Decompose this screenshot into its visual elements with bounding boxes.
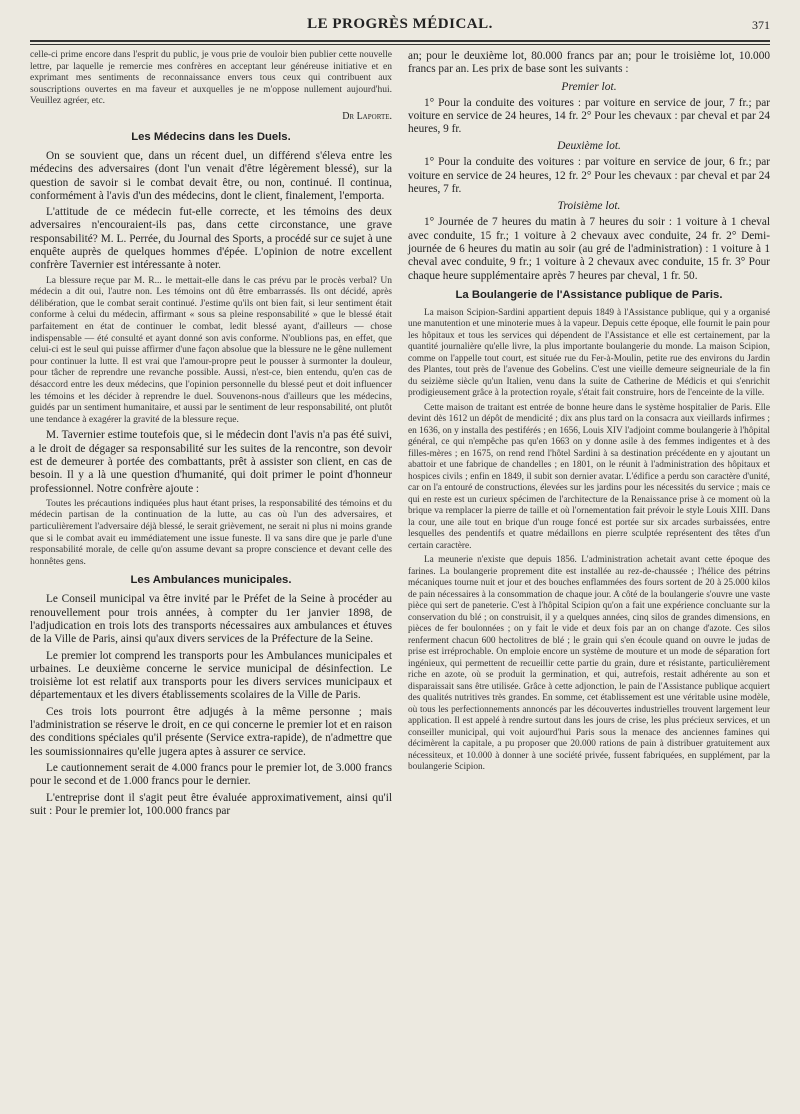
page-header [30,12,770,44]
lot-title-1: Premier lot. [561,80,617,93]
letter-intro: celle-ci prime encore dans l'esprit du public, je vous prie de vouloir bien publier cette nouvelle lettre, par laquelle je remercie mes confrères en acceptant leur généreuse initiative et en exprimant mes sentiments de reconnaissance envers tous ceux qui contribuent aux souscriptions ouvertes en ma faveur et auxquelles je ne m'oppose nullement aujourd'hui. Veuillez agréer, etc. [30,50,392,107]
right-column [408,50,770,777]
section-title-ambulances: Les Ambulances municipales. [130,574,292,587]
lot-text-1: 1° Pour la conduite des voitures : par voiture en service de jour, 7 fr.; par voiture en service de 24 heures, 14 fr. 2° Pour les chevaux : par cheval et par 24 heures, 9 fr. [408,96,770,136]
journal-title: LE PROGRÈS MÉDICAL. [307,16,493,32]
ambulances-paragraph-2: Le premier lot comprend les transports pour les Ambulances municipales et urbaines. Le deuxième concerne le service municipal de désinfection. Le troisième lot est relatif aux transports pour les divers services municipaux et départementaux et les divers établissements scolaires de la Ville de Paris. [30,649,392,702]
lot-title-2: Deuxième lot. [557,140,621,153]
section-title-boulangerie: La Boulangerie de l'Assistance publique de Paris. [455,288,723,301]
boulangerie-paragraph-2: Cette maison de traitant est entrée de bonne heure dans le système hospitalier de Paris. Elle devint dès 1612 un dépôt de mendicité ; dix ans plus tard on la consacra aux vieillards infirmes ; en 1636, on y installa des pestiférés ; en 1656, Louis XIV l'adjoint comme boulangerie à l'hôpital général, ce qui n'empêche pas qu'en 1663 on y donne asile à des femmes indigentes et à des filles-mères ; en 1675, on rend rend l'hôtel Sardini à sa destination précédente en y ajoutant un abattoir et une fabrique de chandelles ; en 1801, on le réunit à l'administration des hôpitaux et hospices civils ; enfin en 1849, il subit son dernier avatar. L'édifice a perdu son caractère d'unité, car on l'a entouré de constructions, élevées sur les jardins pour les nécessités du service ; mais ce qui en reste est un curieux spécimen de l'architecture de la Renaissance prise à ce moment où la brique va remplacer la pierre de taille et où l'ornementation fait prévoir le style Louis XIII. Dans la cour, une aile tout en brique d'un rouge foncé est portée sur six arcades surbaissées, entre lesquelles des pendentifs et quatre médaillons en pierre sculptée représentent des têtes d'un certain caractère. [408,402,770,551]
duels-paragraph-2: L'attitude de ce médecin fut-elle correcte, et les témoins des deux adversaires n'encouraient-ils pas, dans cette circonstance, une grave responsabilité? M. L. Perrée, du Journal des Sports, a procédé sur ce sujet à une enquête auprès de quelques hommes d'épée. L'opinion de notre excellent confrère Tavernier est intéressante à noter. [30,206,392,272]
boulangerie-paragraph-1: La maison Scipion-Sardini appartient depuis 1849 à l'Assistance publique, qui y a organisé une manutention et une minoterie mues à la vapeur. Depuis cette époque, elle fournit le pain pour les hôpitaux et tous les services qui dépendent de l'Assistance et elle est certainement, par la quantité journalière qu'elle livre, la plus importante boulangerie du monde. La maison Scipion, comme on l'appelle tout court, est située rue du Fer-à-Moulin, petite rue des environs du Jardin des Plantes, tout près de l'avenue des Gobelins. C'est une vieille demeure seigneuriale de la fin du seizième siècle qu'un Italien, venu dans la suite de Catherine de Médicis et qui s'enrichit prodigieusement grâce à la protection royale, s'était fait construire, hors de l'enceinte de la ville. [408,307,770,399]
signature: Dr Laporte. [342,110,392,122]
section-title-duels: Les Médecins dans les Duels. [131,130,291,143]
duels-paragraph-3: M. Tavernier estime toutefois que, si le médecin dont l'avis n'a pas été suivi, a le droit de dégager sa responsabilité sur les suites de la rencontre, son devoir est de demeurer à portée des combattants, prêt à assister son client, en cas de besoin. Il y a là une question d'humanité, qui doit primer le point d'honneur professionnel. Notre confrère ajoute : [30,429,392,495]
duels-quote-1: La blessure reçue par M. R... le mettait-elle dans le cas prévu par le procès verbal? Un médecin a dit oui, l'autre non. Les témoins ont dû être embarrassés. Ils ont décidé, après délibération, que le combat serait continué. J'estime qu'ils ont bien fait, si leur sentiment était conforme à celui du médecin, affirmant « sous sa pleine responsabilité » que le blessé était parfaitement en état de continuer le combat, ledit blessé ayant, d'ailleurs — chose indispensable — été consulté et ayant donné son avis conforme. N'oublions pas, en effet, que celui-ci est le seul qui puisse affirmer d'une façon absolue que la blessure ne le gêne nullement pour continuer la lutte. Il est vrai que l'amour-propre peut le pousser à surmonter la douleur, pour tâcher de reprendre une revanche possible. Aussi, n'est-ce, bien entendu, qu'en cas de désaccord entre les deux médecins, que l'opinion personnelle du blessé peut et doit influencer les témoins et les décider à reprendre le duel. Souvenons-nous d'ailleurs que les médecins, guidés par un sentiment humanitaire, et aussi par le sentiment de leur responsabilité, ont plutôt une tendance à exagérer la gravité de la blessure reçue. [30,275,392,425]
duels-paragraph-1: On se souvient que, dans un récent duel, un différend s'éleva entre les médecins des adversaires (dont l'un venait d'être légèrement blessé), sur la question de savoir si le combat devait être, ou non, continué. Il continua, conformément à l'avis d'un des médecins, dont le client, finalement, l'emporta. [30,149,392,202]
duels-quote-2: Toutes les précautions indiquées plus haut étant prises, la responsabilité des témoins et du médecin partisan de la continuation de la lutte, au cas où l'un des adversaires, et particulièrement l'adversaire déjà blessé, le serait grièvement, ne serait ni plus ni moins grande que si le combat avait eu immédiatement une issue funeste. Il va sans dire que je parle d'une responsabilité morale, de celle qu'on assume devant sa propre conscience et devant celle des honnêtes gens. [30,498,392,567]
left-column [30,50,392,821]
lot-text-2: 1° Pour la conduite des voitures : par voiture en service de jour, 6 fr.; par voiture en service de 24 heures, 12 fr. 2° Pour les chevaux : par cheval et par 24 heures, 7 fr. [408,156,770,196]
page-number: 371 [752,18,770,32]
ambulances-continuation: an; pour le deuxième lot, 80.000 francs par an; pour le troisième lot, 10.000 francs par an. Les prix de base sont les suivants : [408,50,770,76]
lot-text-3: 1° Journée de 7 heures du matin à 7 heures du soir : 1 voiture à 1 cheval avec conduite, 15 fr.; 1 voiture à 2 chevaux avec conduite, 24 fr. 2° Demi-journée de 6 heures du matin au soir (au gré de l'administration) : 1 voiture à 1 cheval avec conduite, 9 fr.; 1 voiture à 2 chevaux avec conduite, 15 fr. 3° Pour chaque heure supplémentaire après 7 heures par cheval, 1 fr. 50. [408,216,770,282]
ambulances-paragraph-3: Ces trois lots pourront être adjugés à la même personne ; mais l'administration se réserve le droit, en ce qui concerne le premier lot et en raison des conditions spéciales qu'il présente (Service extra-rapide), de n'admettre que les soumissionnaires qu'elle jugera aptes à assurer ce service. [30,705,392,758]
ambulances-paragraph-5: L'entreprise dont il s'agit peut être évaluée approximativement, ainsi qu'il suit : Pour le premier lot, 100.000 francs par [30,791,392,817]
ambulances-paragraph-4: Le cautionnement serait de 4.000 francs pour le premier lot, de 3.000 francs pour le second et de 1.000 francs pour le dernier. [30,761,392,788]
header-rule [30,40,770,45]
ambulances-paragraph-1: Le Conseil municipal va être invité par le Préfet de la Seine à procéder au renouvellement pour trois années, à compter du 1er janvier 1898, de l'adjudication en trois lots des transports nécessaires aux ambulances et étuves de la Ville de Paris, ainsi qu'aux divers services de la Préfecture de la Seine. [30,593,392,646]
boulangerie-paragraph-3: La meunerie n'existe que depuis 1856. L'administration achetait avant cette époque des farines. La boulangerie proprement dite est installée au rez-de-chaussée ; l'hélice des pétrins mécaniques tourne nuit et jour et des bouches enflammées des fours sortent de 20 à 25.000 kilos de pain nécessaires à la consommation de chaque jour. A côté de la boulangerie s'ouvre une vaste pièce qui sert de paneterie. C'est à l'hôpital Scipion qu'on a fait une expérience concluante sur la conservation du blé ; on construisit, il y a quelques années, cinq silos de grandes dimensions, en pièces de fer boulonnées ; on y fait le vide et deux fois par an on change d'azote. Ces silos renferment chacun 600 hectolitres de blé ; le grain qui s'en écoule quand on ouvre le judas de prise est irréprochable. On emploie encore un système de mouture et un mode de séparation fort ingénieux, qui permettent de recueillir cette partie du grain, dure et résistante, particulièrement riche en azote, où se produit la germination, et qui, autrefois, restait adhérente au son et disparaissait sans être utilisée. Grâce à cette adjonction, le pain de l'Assistance publique acquiert des qualités nutritives très grandes. En somme, cet établissement est une véritable usine modèle, où tous les perfectionnements annoncés par les découvertes industrielles trouvent largement leur application. Il est appelé à rendre surtout dans les jours de crise, les plus précieux services, et un conseiller municipal, qui voit aujourd'hui Paris sous la menace des anciennes famines qui décimèrent la capitale, a pu proposer que 20.000 rations de pain à distribuer gratuitement aux nécessiteux, et 10.000 à donner à une société privée, fussent fabriquées, en supplément, par la boulangerie Scipion. [408,555,770,773]
lot-title-3: Troisième lot. [557,200,621,213]
